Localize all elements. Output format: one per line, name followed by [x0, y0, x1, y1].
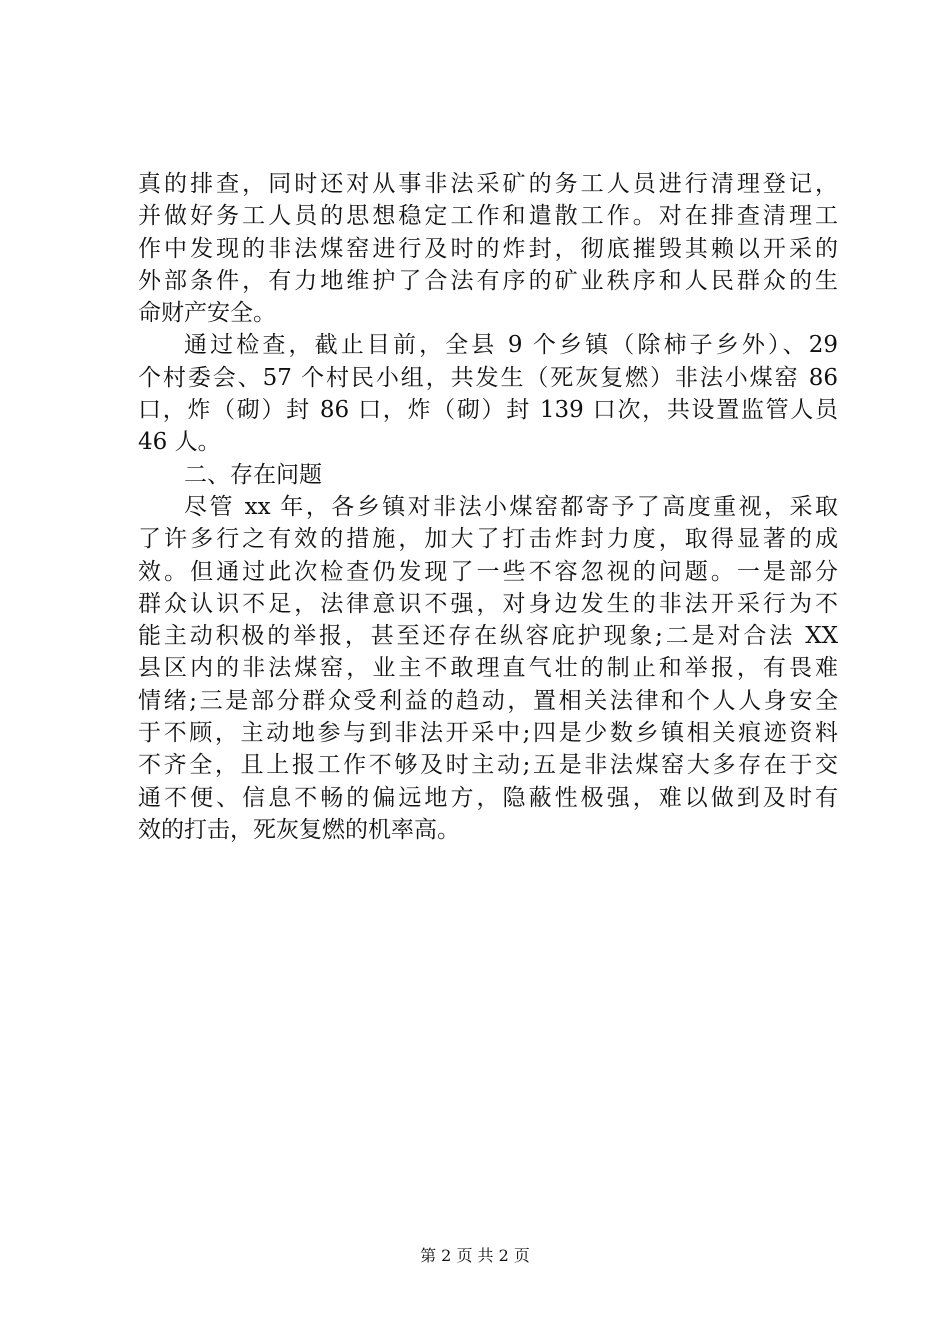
text-line: 通不便、信息不畅的偏远地方，隐蔽性极强，难以做到及时有: [138, 784, 838, 811]
text-line: 命财产安全。: [138, 300, 276, 327]
section-heading: 二、存在问题: [184, 461, 322, 488]
text-line: 能主动积极的举报，甚至还存在纵容庇护现象;二是对合法 XX: [138, 623, 838, 650]
text-line: 了许多行之有效的措施，加大了打击炸封力度，取得显著的成: [138, 526, 838, 553]
text-line: 于不顾，主动地参与到非法开采中;四是少数乡镇相关痕迹资料: [138, 720, 838, 747]
text-line: 群众认识不足，法律意识不强，对身边发生的非法开采行为不: [138, 590, 838, 617]
text-line: 效的打击，死灰复燃的机率高。: [138, 816, 460, 843]
text-line: 真的排查，同时还对从事非法采矿的务工人员进行清理登记，: [138, 171, 838, 197]
text-line: 县区内的非法煤窑，业主不敢理直气壮的制止和举报，有畏难: [138, 655, 838, 682]
text-line: 尽管 xx 年，各乡镇对非法小煤窑都寄予了高度重视，采取: [184, 493, 838, 520]
text-line: 个村委会、57 个村民小组，共发生（死灰复燃）非法小煤窑 86: [138, 364, 838, 391]
text-line: 通过检查，截止目前，全县 9 个乡镇（除柿子乡外）、29: [184, 332, 838, 359]
text-line: 外部条件，有力地维护了合法有序的矿业秩序和人民群众的生: [138, 267, 838, 294]
page-number-footer: 第 2 页 共 2 页: [420, 1246, 530, 1265]
text-line: 并做好务工人员的思想稳定工作和遣散工作。对在排查清理工: [138, 203, 838, 230]
text-line: 效。但通过此次检查仍发现了一些不容忽视的问题。一是部分: [138, 558, 838, 585]
document-body: [138, 168, 838, 846]
text-line: 口，炸（砌）封 86 口，炸（砌）封 139 口次，共设置监管人员: [138, 397, 838, 424]
text-line: 不齐全，且上报工作不够及时主动;五是非法煤窑大多存在于交: [138, 752, 838, 779]
text-line: 46 人。: [138, 429, 221, 456]
text-line: 情绪;三是部分群众受利益的趋动，置相关法律和个人人身安全: [138, 687, 838, 714]
text-line: 作中发现的非法煤窑进行及时的炸封，彻底摧毁其赖以开采的: [138, 235, 838, 262]
